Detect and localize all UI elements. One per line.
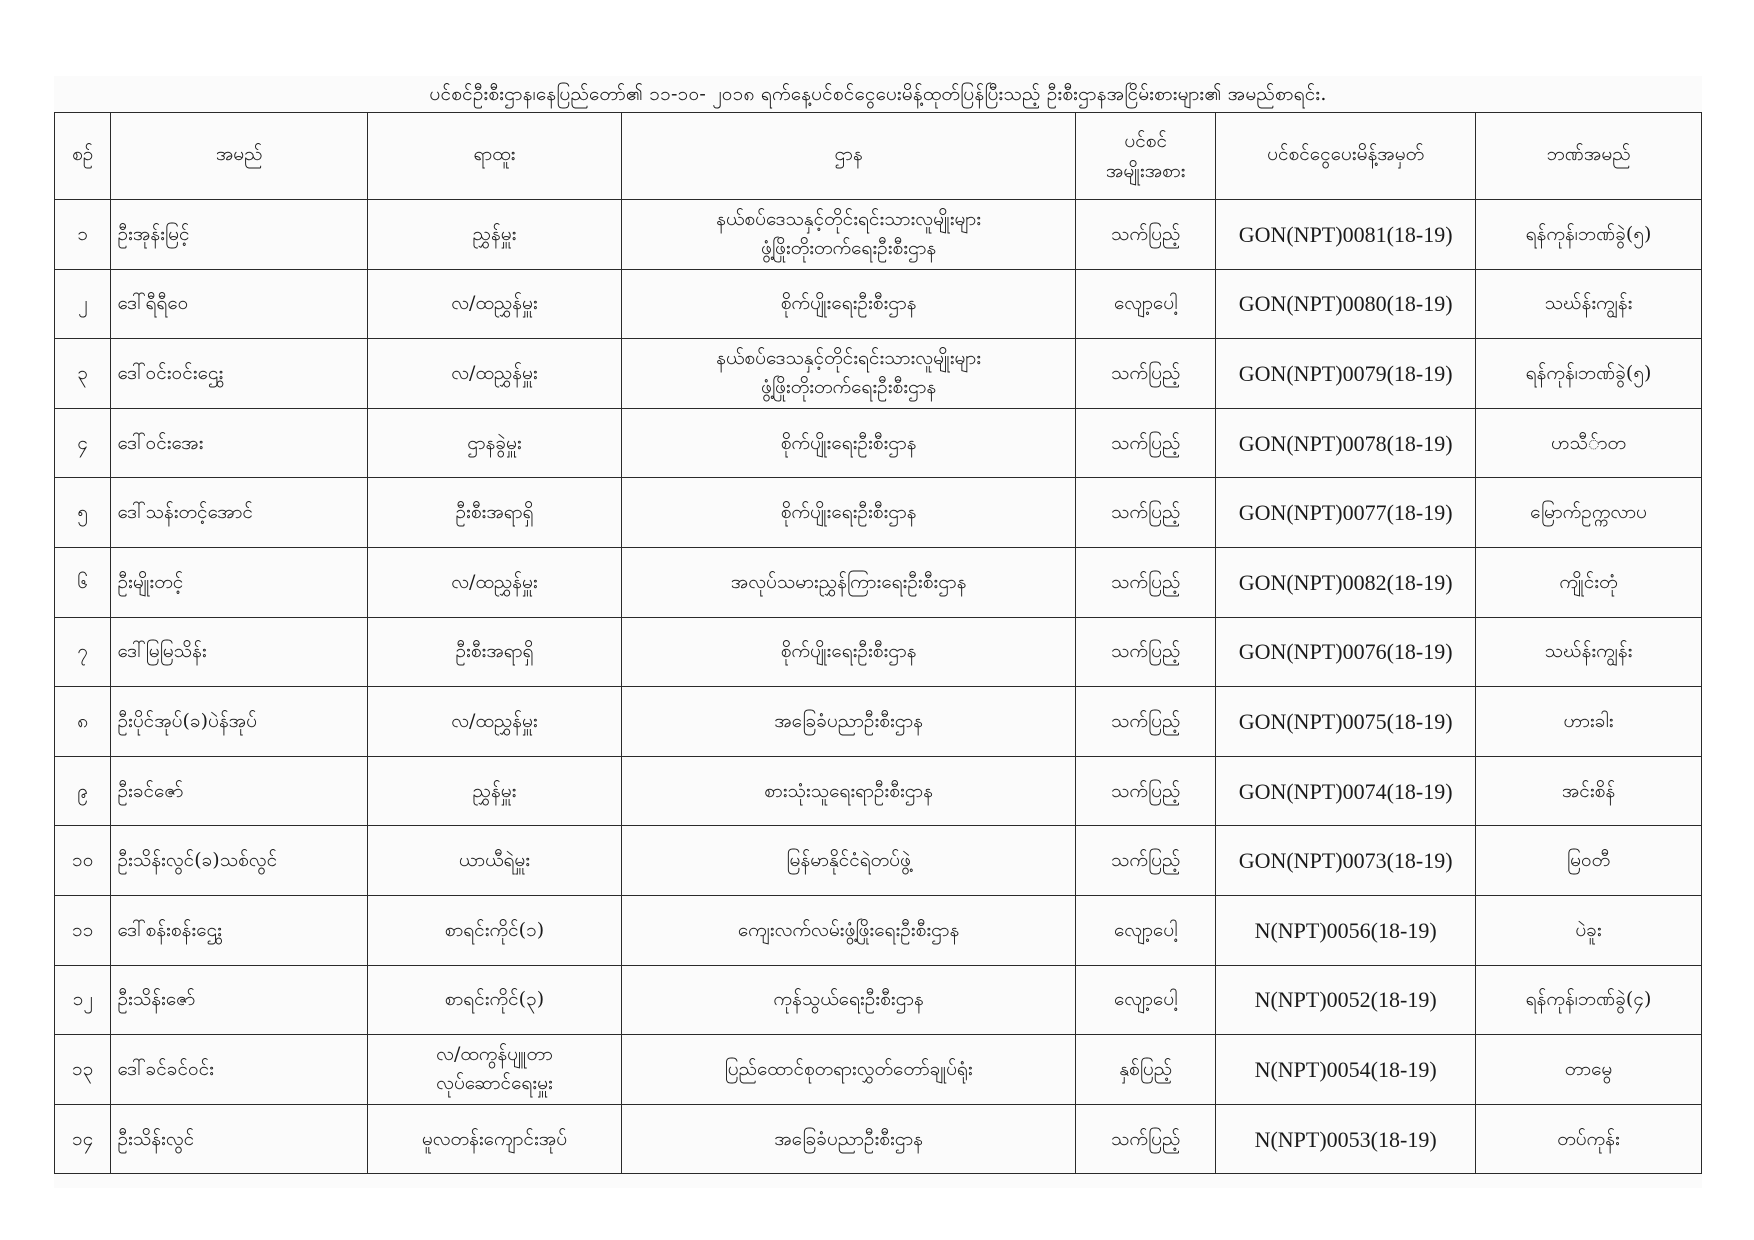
cell-name: ဦးခင်ဇော် [111,756,367,826]
cell-bank: သဃ်န်းကျွန်း [1476,617,1702,687]
cell-pension-type: သက်ပြည့် [1076,547,1216,617]
cell-rank: လ/ထညွှန်မှူး [367,339,621,409]
header-no: စဉ် [55,113,111,200]
cell-department: စားသုံးသူရေးရာဦးစီးဌာန [622,756,1076,826]
table-row [55,408,1702,478]
table-row [55,269,1702,339]
header-pension-type: ပင်စင် အမျိုးအစား [1076,113,1216,200]
header-department: ဌာန [622,113,1076,200]
cell-rank: စာရင်းကိုင်(၁) [367,895,621,965]
cell-pension-type: သက်ပြည့် [1076,687,1216,757]
cell-name: ဒေါ်မြမြသိန်း [111,617,367,687]
table-row [55,617,1702,687]
header-order-no: ပင်စင်ငွေပေးမိန့်အမှတ် [1216,113,1476,200]
table-row [55,1104,1702,1174]
table-header-row [55,113,1702,200]
cell-order-no: N(NPT)0056(18-19) [1216,895,1476,965]
cell-rank: လ/ထညွှန်မှူး [367,547,621,617]
cell-bank: ကျိုင်းတုံ [1476,547,1702,617]
cell-no: ၃ [55,339,111,409]
cell-no: ၇ [55,617,111,687]
cell-bank: ရန်ကုန်၊ဘဏ်ခွဲ(၄) [1476,965,1702,1035]
table-row [55,756,1702,826]
cell-department: ကျေးလက်လမ်းဖွံ့ဖြိုးရေးဦးစီးဌာန [622,895,1076,965]
table-row [55,826,1702,896]
table-row [55,965,1702,1035]
cell-name: ဦးသိန်းလွင်(ခ)သစ်လွင် [111,826,367,896]
cell-no: ၈ [55,687,111,757]
cell-no: ၁၁ [55,895,111,965]
cell-name: ဦးပိုင်အုပ်(ခ)ပဲန်အုပ် [111,687,367,757]
document-title: ပင်စင်ဦးစီးဌာန၊နေပြည်တော်၏ ၁၁-၁၀- ၂၀၁၈ ရက်နေ့ပင်စင်ငွေပေးမိန့်ထုတ်ပြန်ပြီးသည့် ဦးစီးဌာနအငြိမ်းစားများ၏ အမည်စာရင်း. [429,83,1327,105]
cell-bank: တပ်ကုန်း [1476,1104,1702,1174]
cell-department: နယ်စပ်ဒေသနှင့်တိုင်းရင်းသားလူမျိုးများ ဖွံ့ဖြိုးတိုးတက်ရေးဦးစီးဌာန [622,339,1076,409]
cell-no: ၁၂ [55,965,111,1035]
cell-name: ဦးအုန်းမြင့် [111,200,367,270]
document-page [54,76,1702,1188]
cell-rank: ညွှန်မှူး [367,756,621,826]
cell-no: ၁၄ [55,1104,111,1174]
cell-department: အခြေခံပညာဦးစီးဌာန [622,1104,1076,1174]
cell-order-no: GON(NPT)0077(18-19) [1216,478,1476,548]
table-row [55,478,1702,548]
cell-order-no: N(NPT)0052(18-19) [1216,965,1476,1035]
cell-name: ဦးသိန်းလွင် [111,1104,367,1174]
cell-rank: လ/ထညွှန်မှူး [367,687,621,757]
cell-rank: မူလတန်းကျောင်းအုပ် [367,1104,621,1174]
cell-pension-type: သက်ပြည့် [1076,339,1216,409]
cell-order-no: N(NPT)0054(18-19) [1216,1035,1476,1105]
cell-no: ၄ [55,408,111,478]
cell-department: စိုက်ပျိုးရေးဦးစီးဌာန [622,478,1076,548]
cell-pension-type: သက်ပြည့် [1076,1104,1216,1174]
cell-bank: ရန်ကုန်၊ဘဏ်ခွဲ(၅) [1476,200,1702,270]
cell-name: ဒေါ်ဝင်းအေး [111,408,367,478]
table-row [55,547,1702,617]
cell-pension-type: လျော့ပေါ့ [1076,965,1216,1035]
header-rank: ရာထူး [367,113,621,200]
cell-bank: တာမွေ [1476,1035,1702,1105]
table-row [55,895,1702,965]
cell-bank: မြဝတီ [1476,826,1702,896]
cell-bank: မြောက်ဥက္ကလာပ [1476,478,1702,548]
cell-name: ဒေါ်စန်းစန်းဌွေး [111,895,367,965]
cell-name: ဒေါ်သန်းတင့်အောင် [111,478,367,548]
table-row [55,339,1702,409]
cell-department: ပြည်ထောင်စုတရားလွှတ်တော်ချုပ်ရုံး [622,1035,1076,1105]
cell-no: ၉ [55,756,111,826]
cell-pension-type: လျော့ပေါ့ [1076,895,1216,965]
cell-pension-type: သက်ပြည့် [1076,408,1216,478]
cell-pension-type: သက်ပြည့် [1076,478,1216,548]
cell-rank: ယာယီရဲမှူး [367,826,621,896]
cell-bank: ရန်ကုန်၊ဘဏ်ခွဲ(၅) [1476,339,1702,409]
cell-order-no: GON(NPT)0074(18-19) [1216,756,1476,826]
cell-department: စိုက်ပျိုးရေးဦးစီးဌာန [622,408,1076,478]
cell-bank: အင်းစိန် [1476,756,1702,826]
cell-order-no: GON(NPT)0082(18-19) [1216,547,1476,617]
cell-rank: ဌာနခွဲမှူး [367,408,621,478]
cell-order-no: GON(NPT)0080(18-19) [1216,269,1476,339]
cell-pension-type: သက်ပြည့် [1076,200,1216,270]
cell-order-no: GON(NPT)0075(18-19) [1216,687,1476,757]
cell-rank: လ/ထညွှန်မှူး [367,269,621,339]
table-row [55,687,1702,757]
cell-department: မြန်မာနိုင်ငံရဲတပ်ဖွဲ့ [622,826,1076,896]
header-bank: ဘဏ်အမည် [1476,113,1702,200]
cell-pension-type: လျော့ပေါ့ [1076,269,1216,339]
cell-no: ၁၀ [55,826,111,896]
cell-rank: စာရင်းကိုင်(၃) [367,965,621,1035]
cell-name: ဦးမျိုးတင့် [111,547,367,617]
cell-bank: ဟားခါး [1476,687,1702,757]
cell-department: စိုက်ပျိုးရေးဦးစီးဌာန [622,617,1076,687]
cell-bank: ဟသီ်ာတ [1476,408,1702,478]
cell-no: ၆ [55,547,111,617]
table-row [55,200,1702,270]
cell-order-no: GON(NPT)0081(18-19) [1216,200,1476,270]
cell-no: ၁ [55,200,111,270]
cell-rank: လ/ထကွန်ပျူတာ လုပ်ဆောင်ရေးမှူး [367,1035,621,1105]
cell-order-no: N(NPT)0053(18-19) [1216,1104,1476,1174]
cell-pension-type: နှစ်ပြည့် [1076,1035,1216,1105]
cell-department: စိုက်ပျိုးရေးဦးစီးဌာန [622,269,1076,339]
cell-pension-type: သက်ပြည့် [1076,617,1216,687]
cell-rank: ဦးစီးအရာရှိ [367,617,621,687]
cell-order-no: GON(NPT)0079(18-19) [1216,339,1476,409]
cell-no: ၂ [55,269,111,339]
header-name: အမည် [111,113,367,200]
cell-name: ဒေါ်ဝင်းဝင်းဌွေး [111,339,367,409]
cell-rank: ဦးစီးအရာရှိ [367,478,621,548]
cell-pension-type: သက်ပြည့် [1076,756,1216,826]
cell-department: ကုန်သွယ်ရေးဦးစီးဌာန [622,965,1076,1035]
cell-name: ဒေါ်ခင်ခင်ဝင်း [111,1035,367,1105]
cell-no: ၁၃ [55,1035,111,1105]
cell-pension-type: သက်ပြည့် [1076,826,1216,896]
cell-department: အလုပ်သမားညွှန်ကြားရေးဦးစီးဌာန [622,547,1076,617]
pensioner-table [54,112,1702,1174]
table-row [55,1035,1702,1105]
cell-rank: ညွှန်မှူး [367,200,621,270]
cell-name: ဒေါ်ရီရီဝေ [111,269,367,339]
cell-order-no: GON(NPT)0076(18-19) [1216,617,1476,687]
cell-bank: သဃ်န်းကျွန်း [1476,269,1702,339]
cell-order-no: GON(NPT)0078(18-19) [1216,408,1476,478]
cell-department: နယ်စပ်ဒေသနှင့်တိုင်းရင်းသားလူမျိုးများ ဖွံ့ဖြိုးတိုးတက်ရေးဦးစီးဌာန [622,200,1076,270]
cell-department: အခြေခံပညာဦးစီးဌာန [622,687,1076,757]
cell-order-no: GON(NPT)0073(18-19) [1216,826,1476,896]
cell-bank: ပဲခူး [1476,895,1702,965]
cell-name: ဦးသိန်းဇော် [111,965,367,1035]
cell-no: ၅ [55,478,111,548]
